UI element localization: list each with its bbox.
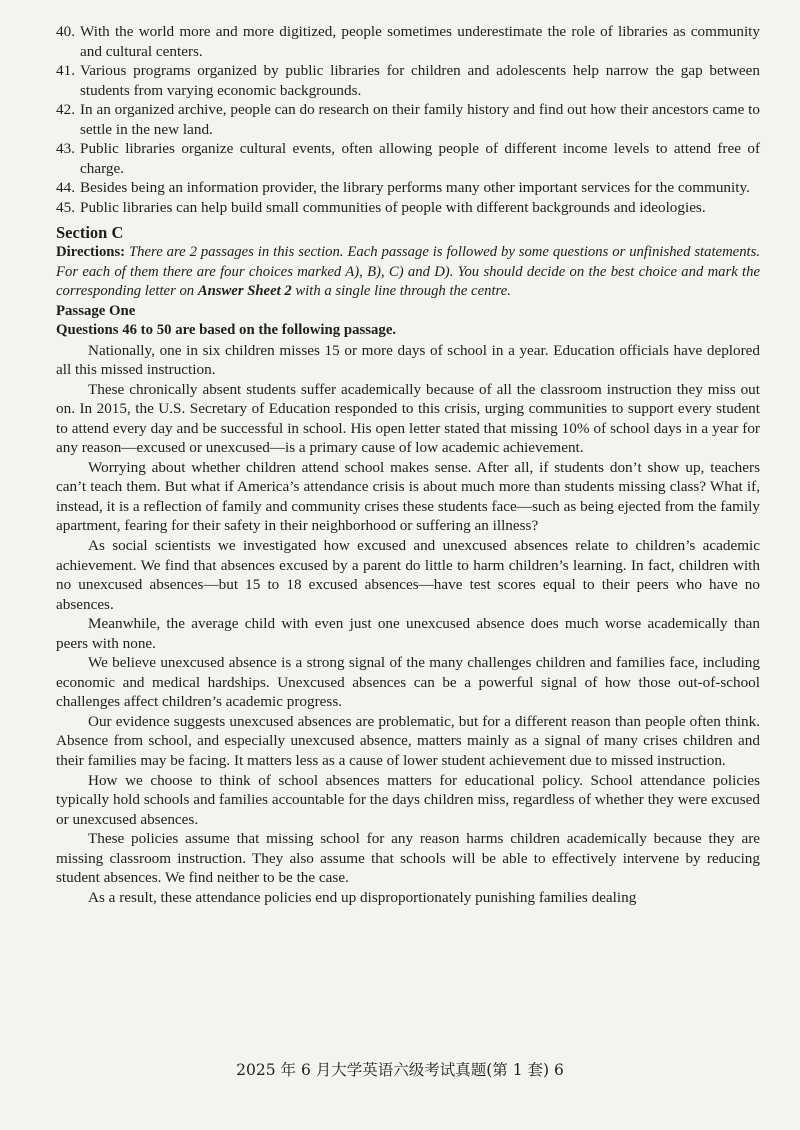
directions-lead: Directions: <box>56 244 126 260</box>
statement-text: Public libraries can help build small communities of people with different backgrounds and ideologies. <box>80 198 706 216</box>
statement-number: 40. <box>56 23 75 40</box>
statement-number: 43. <box>56 140 75 157</box>
section-title: Section C <box>56 223 124 242</box>
statement-number: 42. <box>56 101 75 118</box>
page-footer: 2025 年 6 月大学英语六级考试真题(第 1 套) 6 <box>236 1061 564 1079</box>
statement-text: In an organized archive, people can do research on their family history and find out how their ancestors came to settle in the new land. <box>80 101 760 138</box>
statement-item <box>56 22 760 61</box>
passage-paragraph: We believe unexcused absence is a strong signal of the many challenges children and families face, including economic and medical hardships. Unexcused absences can be a powerful signal of how those out-of-school challenges affect children’s academic progress. <box>56 654 760 711</box>
statement-number: 44. <box>56 179 75 196</box>
passage-paragraph: Meanwhile, the average child with even just one unexcused absence does much worse academically than peers with none. <box>56 615 760 652</box>
statement-text: Various programs organized by public libraries for children and adolescents help narrow the gap between students from varying economic backgrounds. <box>80 62 760 99</box>
passage-paragraph: Worrying about whether children attend school makes sense. After all, if students don’t show up, teachers can’t teach them. But what if America’s attendance crisis is about much more than students missing class? What if, instead, it is a reflection of family and community crises these students face—such as being ejected from the family apartment, fearing for their safety in their neighborhood or suffering an illness? <box>56 458 760 535</box>
statement-number: 45. <box>56 198 75 216</box>
passage-paragraph: As a result, these attendance policies end up disproportionately punishing families dealing <box>88 888 637 906</box>
statement-item <box>56 178 760 198</box>
statement-item <box>56 100 760 139</box>
statement-item <box>56 61 760 100</box>
statement-number: 41. <box>56 62 75 79</box>
passage-paragraph: These policies assume that missing school for any reason harms children academically because they are missing classroom instruction. They also assume that schools will be able to effectively intervene by reducing student absences. We find neither to be the case. <box>56 830 760 887</box>
passage-paragraph: Our evidence suggests unexcused absences are problematic, but for a different reason than people often think. Absence from school, and especially unexcused absence, matters mainly as a signal of many crises children and their families may be facing. It matters less as a cause of lower student achievement due to missed instruction. <box>56 712 760 769</box>
statement-list <box>56 22 760 217</box>
directions <box>56 243 760 302</box>
directions-body: There are 2 passages in this section. Each passage is followed by some questions or unfinished statements. For each of them there are four choices marked A), B), C) and D). You should decide on the best choice and mark the corresponding letter on <box>56 244 761 299</box>
directions-tail: with a single line through the centre. <box>295 283 511 299</box>
passage-paragraph: These chronically absent students suffer academically because of all the classroom instruction they miss out on. In 2015, the U.S. Secretary of Education responded to this crisis, urging communities to support every student to attend every day and be successful in school. His open letter stated that missing 10% of school days in a year for any reason—excused or unexcused—is a primary cause of low academic achievement. <box>56 380 760 457</box>
passage-intro: Questions 46 to 50 are based on the following passage. <box>56 322 397 338</box>
passage-paragraph: How we choose to think of school absences matters for educational policy. School attendance policies typically hold schools and families accountable for the days children miss, regardless of whether they were excused or unexcused absences. <box>56 771 760 828</box>
statement-text: With the world more and more digitized, people sometimes underestimate the role of libraries as community and cultural centers. <box>80 23 760 60</box>
passage-paragraph: As social scientists we investigated how excused and unexcused absences relate to children’s academic achievement. We find that absences excused by a parent do little to harm children’s learning. In fact, children with no unexcused absences—but 15 to 18 excused absences—have test scores equal to their peers who have no absences. <box>56 536 760 613</box>
passage-paragraph: Nationally, one in six children misses 15 or more days of school in a year. Education officials have deplored all this missed instruction. <box>56 341 760 379</box>
statement-text: Besides being an information provider, the library performs many other important services for the community. <box>80 179 750 196</box>
statement-text: Public libraries organize cultural events, often allowing people of different income levels to attend free of charge. <box>80 140 760 177</box>
statement-item <box>56 198 760 218</box>
directions-answer-sheet: Answer Sheet 2 <box>197 283 292 299</box>
statement-item <box>56 139 760 178</box>
passage-body <box>56 341 760 908</box>
passage-label: Passage One <box>56 302 136 319</box>
